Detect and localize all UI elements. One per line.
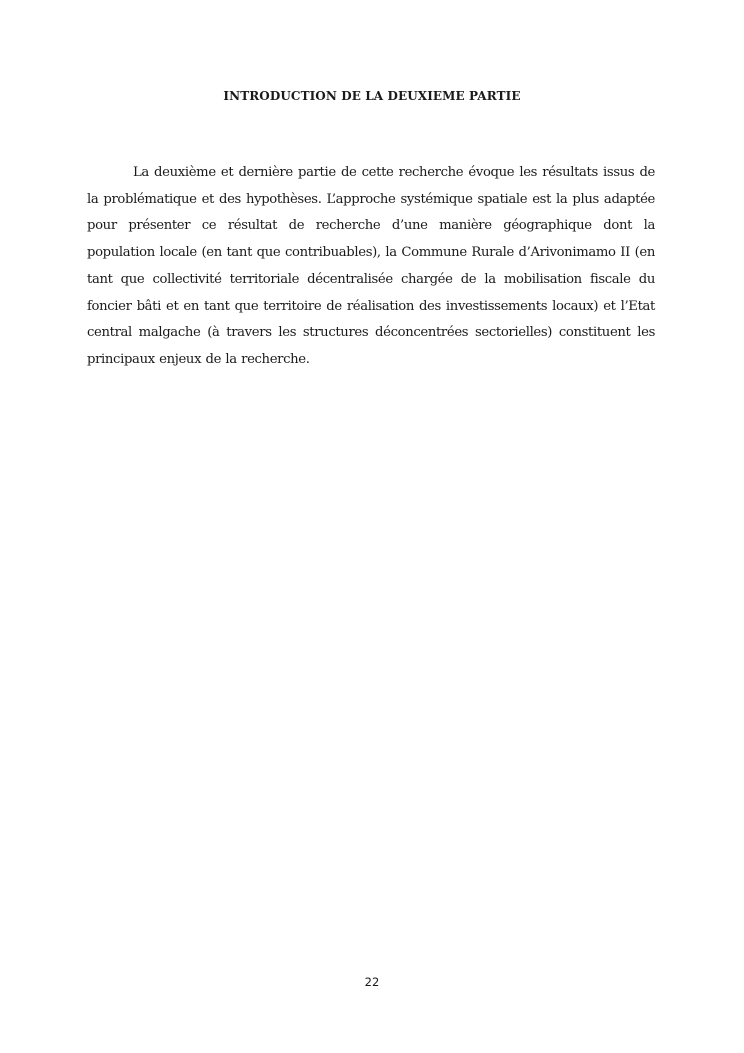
- page-number: 22: [364, 975, 380, 989]
- body-paragraph: La deuxième et dernière partie de cette recherche évoque les résultats issus de la problématique et des hypothèses. L’approche systémique spatiale est la plus adaptée pour présenter ce résultat de recherche d’une manière géographique dont la population locale (en tant que contribuables), la Commune Rurale d’Arivonimamo II (en tant que collectivité territoriale décentralisée chargée de la mobilisation fiscale du foncier bâti et en tant que territoire de réalisation des investissements locaux) et l’Etat central malgache (à travers les structures déconcentrées sectorielles) constituent les principaux enjeux de la recherche.: [87, 165, 655, 367]
- section-heading: INTRODUCTION DE LA DEUXIEME PARTIE: [223, 89, 521, 103]
